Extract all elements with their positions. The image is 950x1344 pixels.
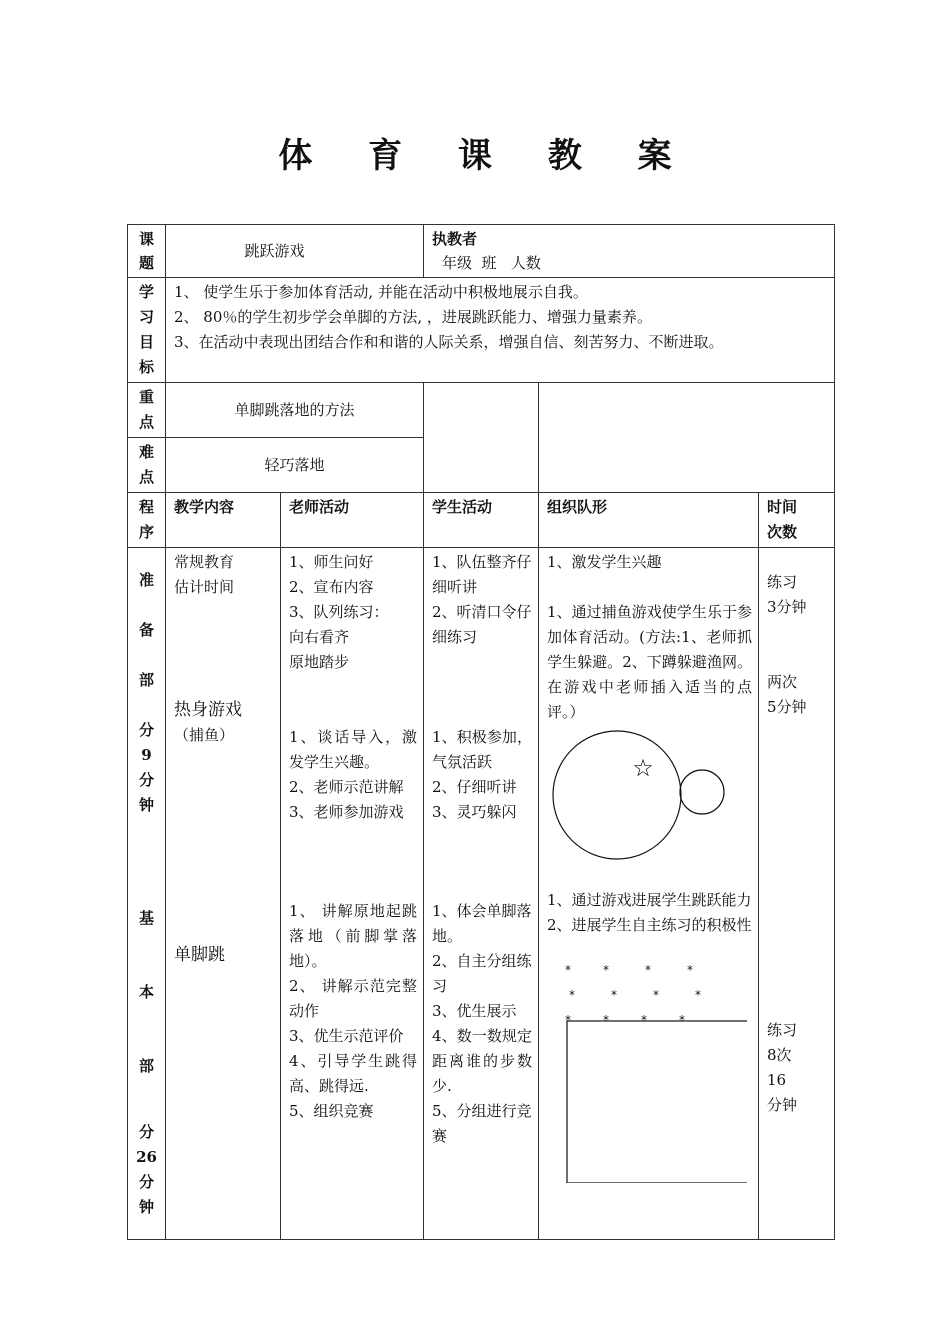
student-dot-icon: *: [603, 1013, 610, 1027]
time-text: 练习: [767, 1021, 798, 1039]
student-dot-icon: *: [641, 1013, 648, 1027]
page-title: 体 育 课 教 案: [278, 136, 694, 176]
time-text: 16: [767, 1071, 787, 1089]
student-step: 2、听清口令仔细练习: [432, 603, 532, 646]
objective-item: 1、 使学生乐于参加体育活动, 并能在活动中积极地展示自我。: [174, 283, 588, 301]
student-step: 3、灵巧躲闪: [432, 803, 517, 821]
difficulty-label: 难点: [128, 438, 166, 493]
student-step: 2、仔细听讲: [432, 778, 517, 796]
student-dot-icon: *: [653, 988, 660, 1002]
warmup-game-title: 热身游戏: [174, 700, 242, 720]
student-dot-icon: *: [687, 963, 694, 977]
student-step: 1、体会单脚落地。: [432, 902, 532, 945]
jump-area-rect: [567, 1021, 747, 1183]
student-dot-icon: *: [603, 963, 610, 977]
teacher-step: 3、老师参加游戏: [289, 803, 404, 821]
student-step: 1、队伍整齐仔细听讲: [432, 553, 532, 596]
student-dot-icon: *: [569, 988, 576, 1002]
student-dot-icon: *: [679, 1013, 686, 1027]
formation-text: 2、进展学生自主练习的积极性: [547, 916, 752, 934]
blank-cell: [424, 383, 539, 493]
content-column: [166, 548, 281, 1240]
formation-text: 1、通过捕鱼游戏使学生乐于参加体育活动。(方法:1、老师抓学生躲避。2、下蹲躲避渔网。在游戏中老师插入适当的点评。）: [547, 603, 753, 721]
col-teacher: 老师活动: [281, 493, 424, 548]
teacher-step: 1、谈话导入，激发学生兴趣。: [289, 728, 418, 771]
student-dot-icon: *: [565, 1013, 572, 1027]
formation-text: 1、通过游戏进展学生跳跃能力: [547, 891, 752, 909]
student-dot-icon: *: [695, 988, 702, 1002]
formation-column: [539, 548, 759, 1240]
student-dot-icon: *: [611, 988, 618, 1002]
objectives-label: 学习目标: [128, 278, 166, 383]
teacher-star-icon: ☆: [632, 754, 654, 782]
section-labels: [128, 548, 166, 1240]
col-time: 时间次数: [759, 493, 835, 548]
teacher-step: 1、 讲解原地起跳落地（前脚掌落地）。: [289, 902, 418, 970]
blank-cell: [539, 383, 835, 493]
teacher-step: 1、师生问好: [289, 553, 374, 571]
time-text: 练习: [767, 573, 798, 591]
key-point-label: 重点: [128, 383, 166, 438]
teacher-cell: [424, 225, 835, 278]
lesson-plan-table: [127, 224, 835, 1240]
objective-item: 2、 80％的学生初步学会单脚的方法, ，进展跳跃能力、增强力量素养。: [174, 308, 652, 326]
teacher-step: 5、组织竞赛: [289, 1102, 374, 1120]
single-leg-title: 单脚跳: [174, 945, 225, 965]
teacher-step: 2、老师示范讲解: [289, 778, 404, 796]
routine-text: 估计时间: [174, 578, 235, 596]
teacher-step: 2、宣布内容: [289, 578, 374, 596]
small-circle-shape: [680, 770, 724, 814]
student-step: 1、积极参加，气氛活跃: [432, 728, 533, 771]
formation-text: 1、激发学生兴趣: [547, 553, 662, 571]
student-step: 5、分组进行竞赛: [432, 1102, 532, 1145]
time-text: 两次: [767, 673, 798, 691]
col-procedure: 程序: [128, 493, 166, 548]
teacher-step: 向右看齐: [289, 628, 350, 646]
warmup-game-sub: （捕鱼）: [174, 726, 235, 744]
topic-value: 跳跃游戏: [166, 225, 424, 278]
objective-item: 3、在活动中表现出团结合作和和谐的人际关系，增强自信、刻苦努力、不断进取。: [174, 333, 724, 351]
time-column: [759, 548, 835, 1240]
time-text: 分钟: [767, 1096, 798, 1114]
time-text: 3分钟: [767, 598, 807, 616]
teacher-column: [281, 548, 424, 1240]
student-dot-icon: *: [645, 963, 652, 977]
student-column: [424, 548, 539, 1240]
jumping-formation-diagram: [547, 958, 747, 1183]
col-student: 学生活动: [424, 493, 539, 548]
routine-text: 常规教育: [174, 553, 235, 571]
basic-section-label: 基 本 部 分 26 分 钟: [136, 909, 157, 1216]
student-step: 4、数一数规定距离谁的步数少.: [432, 1027, 533, 1095]
teacher-label: 执教者: [432, 230, 478, 248]
time-text: 8次: [767, 1046, 792, 1064]
teacher-step: 3、优生示范评价: [289, 1027, 404, 1045]
prep-section-label: 准 备 部 分 9 分 钟: [138, 571, 154, 814]
student-step: 2、自主分组练习: [432, 952, 532, 995]
fishing-game-diagram: [547, 729, 737, 864]
student-step: 3、优生展示: [432, 1002, 517, 1020]
big-circle-shape: [553, 731, 681, 859]
student-dot-icon: *: [565, 963, 572, 977]
key-point-value: 单脚跳落地的方法: [166, 383, 424, 438]
col-content: 教学内容: [166, 493, 281, 548]
col-formation: 组织队形: [539, 493, 759, 548]
class-info: 年级 班 人数: [442, 254, 541, 272]
teacher-step: 3、队列练习：: [289, 603, 389, 621]
teacher-step: 2、 讲解示范完整动作: [289, 977, 418, 1020]
difficulty-value: 轻巧落地: [166, 438, 424, 493]
time-text: 5分钟: [767, 698, 807, 716]
teacher-step: 4、引导学生跳得高、跳得远.: [289, 1052, 418, 1095]
teacher-step: 原地踏步: [289, 653, 350, 671]
objectives-list: [166, 278, 835, 383]
topic-label: 课题: [128, 225, 166, 278]
